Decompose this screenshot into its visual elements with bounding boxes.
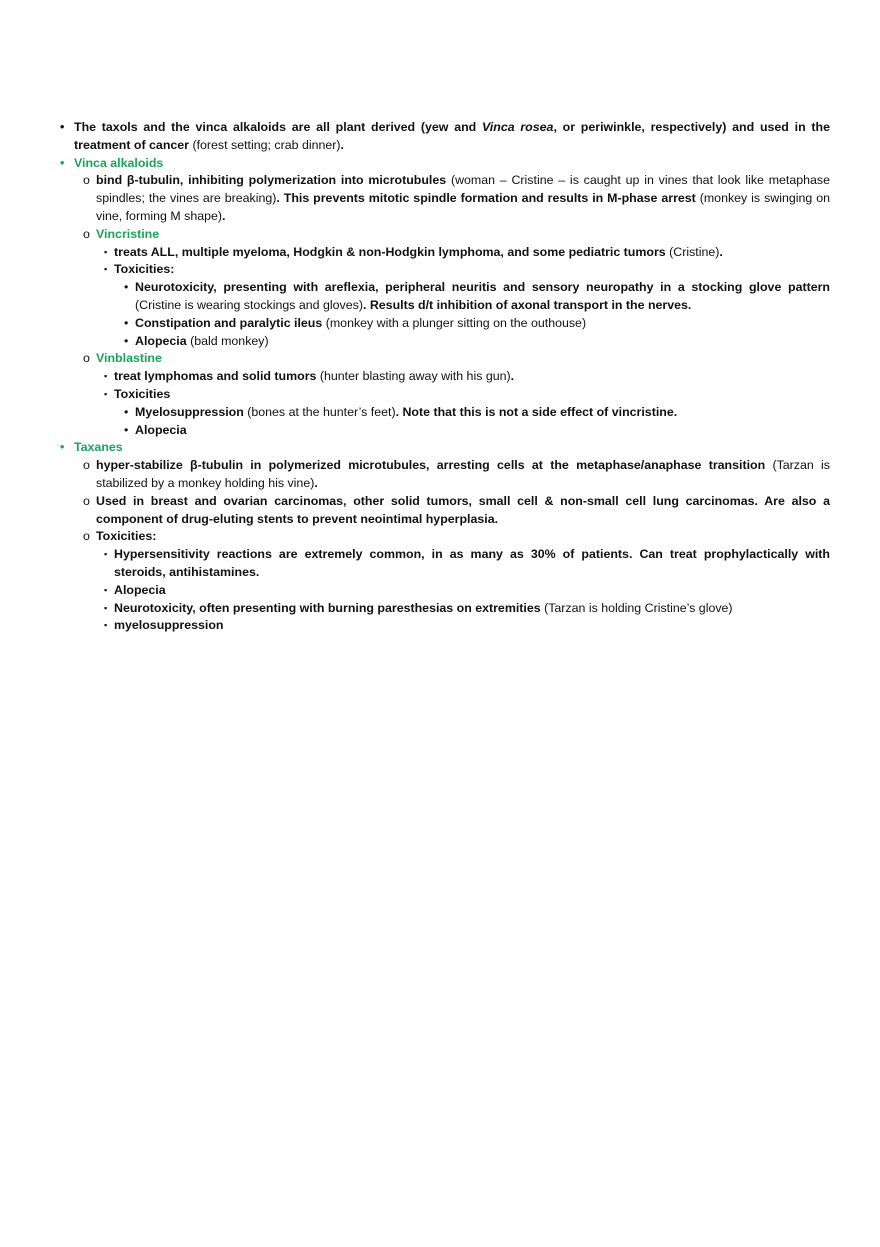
taxanes-mechanism: o hyper-stabilize β-tubulin in polymerized microtubules, arresting cells at the metaphase/anaphase transition (Tarzan is stabilized by a monkey holding his vine). [83, 458, 830, 490]
bullet-marker: • [124, 280, 129, 295]
intro-paragraph: • The taxols and the vinca alkaloids are all plant derived (yew and Vinca rosea, or periwinkle, respectively) and used in the treatment of cancer (forest setting; crab dinner). [60, 120, 830, 152]
bullet-marker: • [124, 422, 129, 437]
circle-marker: o [83, 458, 90, 473]
square-marker: ▪ [104, 246, 108, 257]
square-marker: ▪ [104, 371, 108, 382]
taxanes-myelosuppression: ▪ myelosuppression [60, 617, 830, 635]
vinca-mechanism: o bind β-tubulin, inhibiting polymerization into microtubules (woman – Cristine – is caught up in vines that look like metaphase spindles; the vines are breaking). This prevents mitotic spindle formation and results in M-phase arrest (monkey is swinging on vine, forming M shape). [83, 173, 830, 223]
subheading-vinblastine: o Vinblastine [60, 350, 830, 368]
circle-marker: o [83, 173, 90, 188]
taxanes-neurotoxicity: ▪ Neurotoxicity, often presenting with burning paresthesias on extremities (Tarzan is holding Cristine’s glove) [60, 600, 830, 618]
vinblastine-myelosuppression: • Myelosuppression (bones at the hunter’s feet). Note that this is not a side effect of vincristine. [60, 404, 830, 422]
taxanes-hypersensitivity: ▪ Hypersensitivity reactions are extremely common, in as many as 30% of patients. Can treat prophylactically with steroids, antihistamines. [104, 547, 830, 579]
section-heading-taxanes: • Taxanes [60, 439, 830, 457]
bullet-marker: • [124, 315, 129, 330]
bullet-marker: • [60, 120, 65, 134]
species-name: Vinca rosea [482, 120, 554, 134]
square-marker: ▪ [104, 388, 108, 399]
vinblastine-uses: ▪ treat lymphomas and solid tumors (hunter blasting away with his gun). [60, 368, 830, 386]
circle-marker: o [83, 226, 90, 241]
subheading-vincristine: o Vincristine [60, 226, 830, 244]
vinblastine-toxicities-label: ▪ Toxicities [60, 386, 830, 404]
vincristine-uses: ▪ treats ALL, multiple myeloma, Hodgkin & non-Hodgkin lymphoma, and some pediatric tumors (Cristine). [60, 244, 830, 262]
square-marker: ▪ [104, 602, 108, 613]
circle-marker: o [83, 493, 90, 508]
bullet-marker: • [60, 440, 65, 455]
vincristine-constipation: • Constipation and paralytic ileus (monkey with a plunger sitting on the outhouse) [60, 315, 830, 333]
square-marker: ▪ [104, 620, 108, 631]
taxanes-alopecia: ▪ Alopecia [60, 582, 830, 600]
vinblastine-alopecia: • Alopecia [60, 422, 830, 440]
square-marker: ▪ [104, 264, 108, 275]
taxanes-uses: o Used in breast and ovarian carcinomas, other solid tumors, small cell & non-small cell lung carcinomas. Are also a component of drug-eluting stents to prevent neointimal hyperplasia. [83, 493, 830, 526]
bullet-marker: • [124, 333, 129, 348]
vincristine-alopecia: • Alopecia (bald monkey) [60, 333, 830, 351]
circle-marker: o [83, 351, 90, 366]
circle-marker: o [83, 529, 90, 544]
square-marker: ▪ [104, 584, 108, 595]
bullet-marker: • [60, 155, 65, 170]
taxanes-toxicities-label: o Toxicities: [60, 528, 830, 546]
bullet-marker: • [124, 404, 129, 419]
section-heading-vinca: • Vinca alkaloids [60, 155, 830, 173]
vincristine-toxicities-label: ▪ Toxicities: [60, 261, 830, 279]
square-marker: ▪ [104, 549, 108, 560]
vincristine-neurotoxicity: • Neurotoxicity, presenting with areflexia, peripheral neuritis and sensory neuropathy in a stocking glove pattern (Cristine is wearing stockings and gloves). Results d/t inhibition of axonal transport in the nerves. [124, 280, 830, 312]
notes-body [60, 119, 830, 635]
